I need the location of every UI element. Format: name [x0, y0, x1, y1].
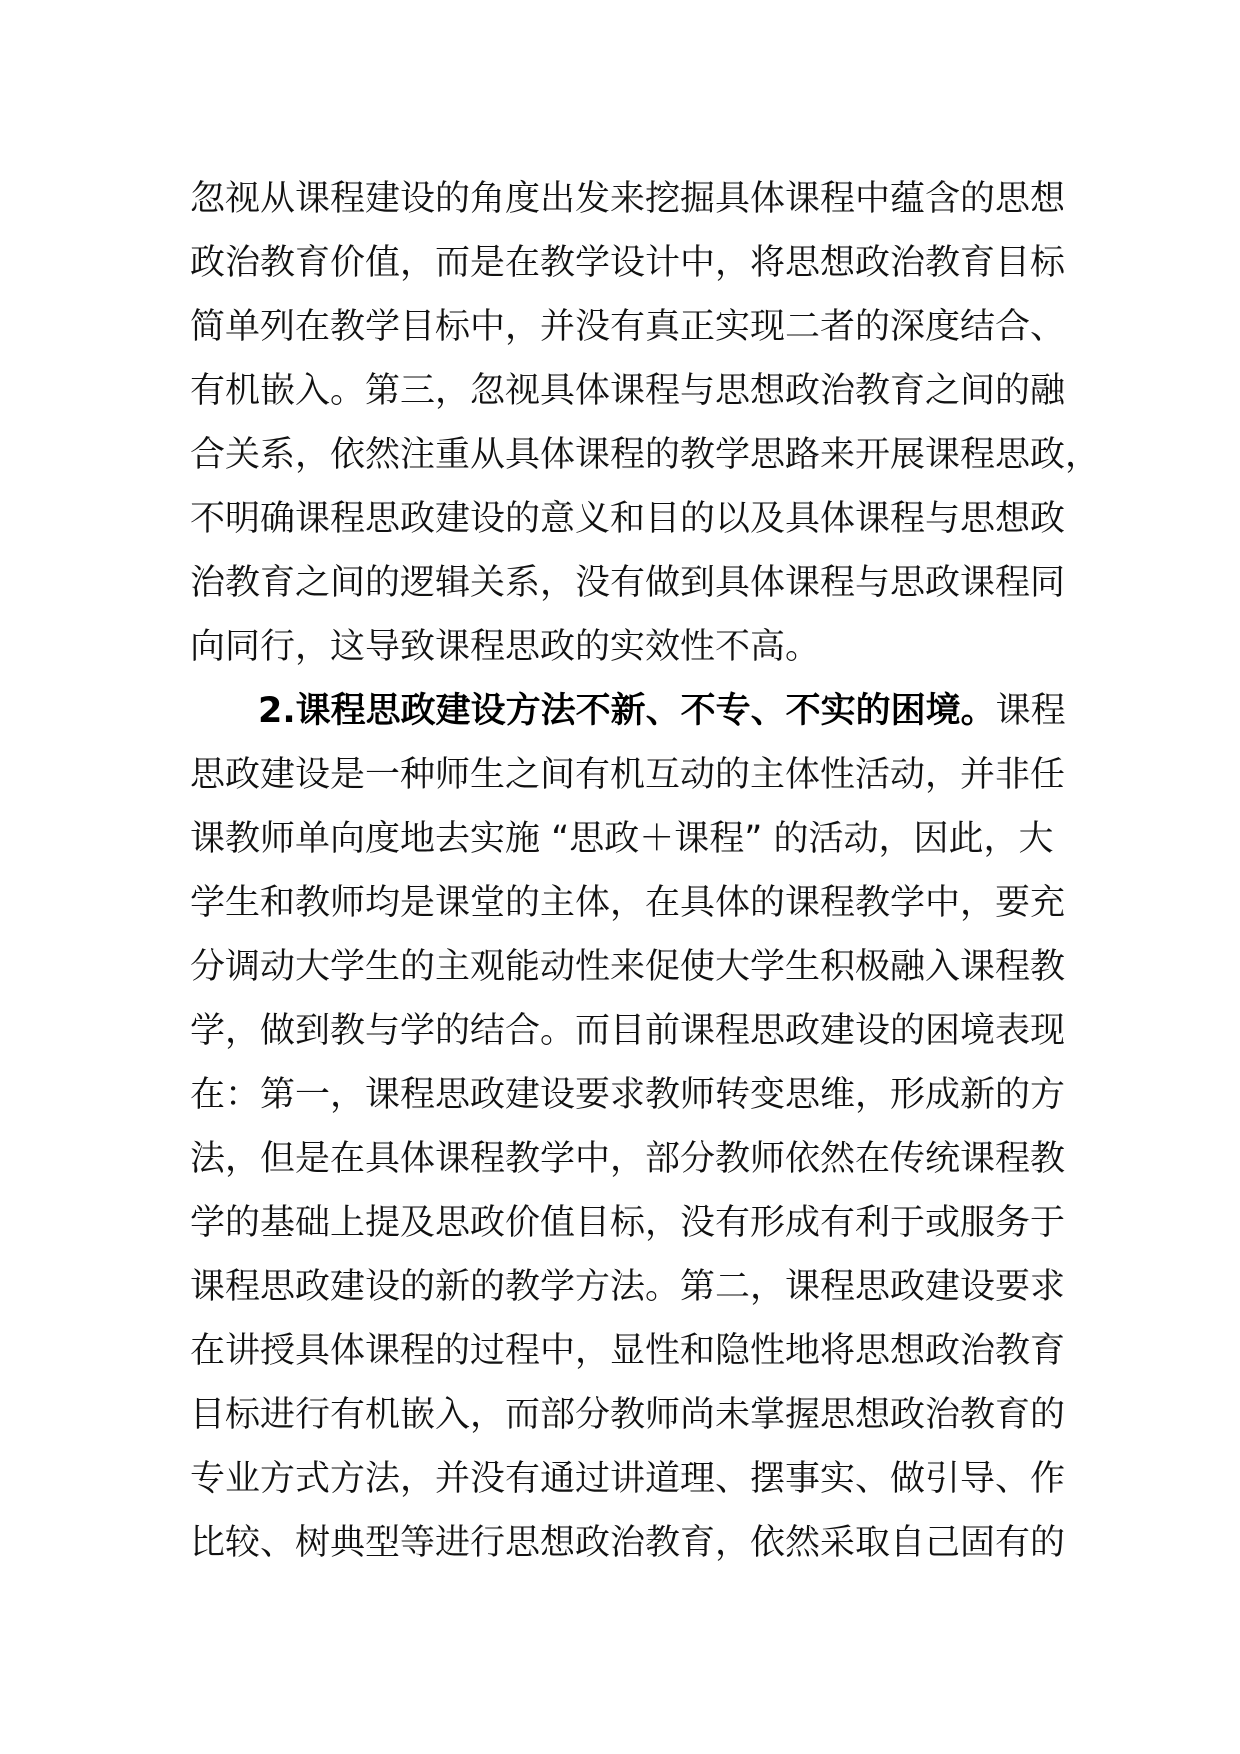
text-line: 向同行，这导致课程思政的实效性不高。 — [190, 627, 821, 667]
text-line: 思政建设是一种师生之间有机互动的主体性活动，并非任 — [190, 755, 1066, 795]
text-line: 有机嵌入。第三，忽视具体课程与思想政治教育之间的融 — [190, 371, 1066, 411]
text-line: 学生和教师均是课堂的主体，在具体的课程教学中，要充 — [190, 883, 1066, 923]
text-line: 忽视从课程建设的角度出发来挖掘具体课程中蕴含的思想 — [190, 179, 1066, 219]
text-line: 在讲授具体课程的过程中，显性和隐性地将思想政治教育 — [190, 1331, 1066, 1371]
heading-continuation: 课程 — [995, 691, 1066, 731]
text-line: 学，做到教与学的结合。而目前课程思政建设的困境表现 — [190, 1011, 1066, 1051]
text-line: 不明确课程思政建设的意义和目的以及具体课程与思想政 — [190, 499, 1066, 539]
section-heading: 2.课程思政建设方法不新、不专、不实的困境。 — [258, 691, 996, 731]
text-line: 合关系，依然注重从具体课程的教学思路来开展课程思政， — [190, 435, 1101, 475]
text-line: 比较、树典型等进行思想政治教育，依然采取自己固有的 — [190, 1523, 1066, 1563]
text-line: 法，但是在具体课程教学中，部分教师依然在传统课程教 — [190, 1139, 1066, 1179]
text-line: 治教育之间的逻辑关系，没有做到具体课程与思政课程同 — [190, 563, 1066, 603]
text-line: 政治教育价值，而是在教学设计中，将思想政治教育目标 — [190, 243, 1066, 283]
text-line: 简单列在教学目标中，并没有真正实现二者的深度结合、 — [190, 307, 1066, 347]
text-line: 学的基础上提及思政价值目标，没有形成有利于或服务于 — [190, 1203, 1066, 1243]
text-line: 分调动大学生的主观能动性来促使大学生积极融入课程教 — [190, 947, 1066, 987]
section-heading-line — [258, 684, 1066, 738]
text-line: 目标进行有机嵌入，而部分教师尚未掌握思想政治教育的 — [190, 1395, 1066, 1435]
text-line: 在：第一，课程思政建设要求教师转变思维，形成新的方 — [190, 1075, 1066, 1115]
text-line: 专业方式方法，并没有通过讲道理、摆事实、做引导、作 — [190, 1459, 1066, 1499]
text-line: 课教师单向度地去实施 “思政＋课程” 的活动，因此，大 — [190, 819, 1054, 859]
text-line: 课程思政建设的新的教学方法。第二，课程思政建设要求 — [190, 1267, 1066, 1307]
